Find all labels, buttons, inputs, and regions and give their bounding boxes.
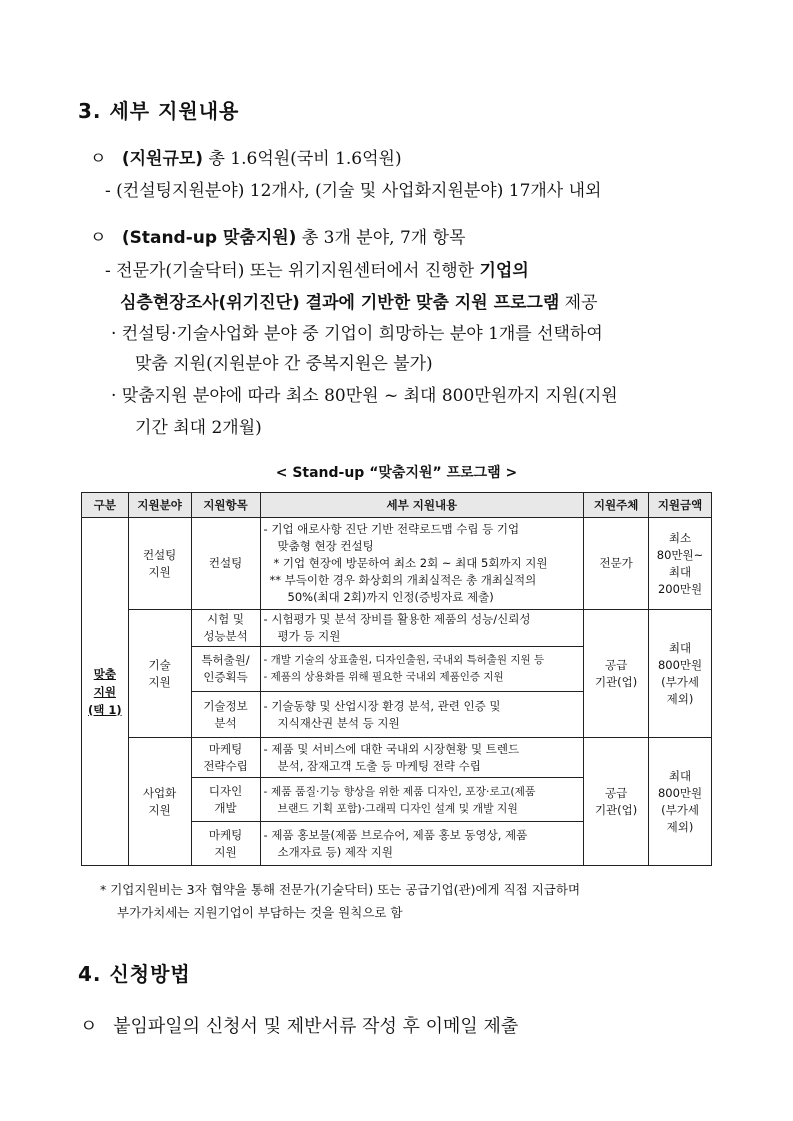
group-label: 맞춤 지원 (택 1) xyxy=(88,666,122,717)
detail-line: - 제품 및 서비스에 대한 국내외 시장현황 및 트렌드 xyxy=(263,741,520,756)
detail-line: - 제품의 상용화를 위해 필요한 국내외 제품인증 지원 xyxy=(263,671,504,683)
item-tech-test: 시험 및 성능분석 xyxy=(191,610,260,647)
detail-tech-test xyxy=(260,610,584,647)
standup-heading: (Stand-up 맞춤지원) xyxy=(121,228,297,248)
header-item: 지원항목 xyxy=(191,493,260,518)
item-biz-marketing: 마케팅 지원 xyxy=(191,822,260,866)
detail-line: 분석, 잠재고객 도출 등 마케팅 전략 수립 xyxy=(277,758,481,773)
detail-line: - 제품 홍보물(제품 브로슈어, 제품 홍보 동영상, 제품 xyxy=(263,827,528,842)
detail-line: 브랜드 기획 포함)·그래픽 디자인 설계 및 개발 지원 xyxy=(277,801,518,815)
scale-line xyxy=(90,144,402,169)
detail-consulting xyxy=(260,518,584,610)
detail-line: - 제품 품질·기능 향상을 위한 제품 디자인, 포장·로고(제품 xyxy=(263,784,536,798)
dot2-line2: 기간 최대 2개월) xyxy=(135,418,262,438)
table-row xyxy=(82,518,712,610)
detail-line: * 기업 현장에 방문하여 최소 2회 ~ 최대 5회까지 지원 xyxy=(273,556,548,570)
item-biz-strategy: 마케팅 전략수립 xyxy=(191,738,260,778)
field-tech: 기술 지원 xyxy=(128,610,191,738)
standup-text: 총 3개 분야, 7개 항목 xyxy=(296,228,466,248)
item-biz-design: 디자인 개발 xyxy=(191,778,260,822)
agent-consulting: 전문가 xyxy=(584,518,649,610)
detail-tech-info xyxy=(260,692,584,738)
detail-line: 소개자료 등) 제작 지원 xyxy=(277,844,393,859)
dot1-line1: · 컨설팅·기술사업화 분야 중 기업이 희망하는 분야 1개를 선택하여 xyxy=(111,324,603,344)
scale-bullet: ㅇ xyxy=(90,149,107,169)
support-program-table xyxy=(81,492,712,866)
standup-sub1-c: 심층현장조사(위기진단) 결과에 기반한 맞춤 지원 프로그램 xyxy=(120,293,560,313)
group-cell xyxy=(82,518,129,866)
amount-consulting: 최소 80만원~ 최대 200만원 xyxy=(649,518,712,610)
apply-bullet: ㅇ xyxy=(80,1016,98,1037)
header-field: 지원분야 xyxy=(128,493,191,518)
table-row xyxy=(82,610,712,647)
amount-biz: 최대 800만원 (부가세 제외) xyxy=(649,738,712,866)
header-agent: 지원주체 xyxy=(584,493,649,518)
item-tech-info: 기술정보 분석 xyxy=(191,692,260,738)
scale-subline: - (컨설팅지원분야) 12개사, (기술 및 사업화지원분야) 17개사 내외 xyxy=(105,181,602,201)
detail-tech-patent xyxy=(260,647,584,692)
standup-sub1 xyxy=(105,256,529,281)
header-detail: 세부 지원내용 xyxy=(260,493,584,518)
detail-line: - 개발 기술의 상표출원, 디자인출원, 국내외 특허출원 지원 등 xyxy=(263,654,545,666)
detail-line: 지식재산권 분석 등 지원 xyxy=(277,715,400,730)
detail-line: 50%(최대 2회)까지 인정(증빙자료 제출) xyxy=(287,590,494,604)
dot1-line2: 맞춤 지원(지원분야 간 중복지원은 불가) xyxy=(135,354,433,374)
standup-sub1-d: 제공 xyxy=(559,293,598,313)
detail-line: - 시험평가 및 분석 장비를 활용한 제품의 성능/신뢰성 xyxy=(263,612,531,626)
scale-heading: (지원규모) xyxy=(121,149,204,169)
standup-sub1-a: - 전문가(기술닥터) 또는 위기지원센터에서 진행한 xyxy=(105,261,480,281)
detail-line: 평가 등 지원 xyxy=(277,629,341,643)
agent-biz: 공급 기관(업) xyxy=(584,738,649,866)
dot2-line1: · 맞춤지원 분야에 따라 최소 80만원 ~ 최대 800만원까지 지원(지원 xyxy=(111,386,618,406)
apply-text: 붙임파일의 신청서 및 제반서류 작성 후 이메일 제출 xyxy=(113,1016,519,1037)
field-biz: 사업화 지원 xyxy=(128,738,191,866)
table-caption: < Stand-up “맞춤지원” 프로그램 > xyxy=(275,465,518,481)
header-category: 구분 xyxy=(82,493,129,518)
standup-bullet: ㅇ xyxy=(90,228,107,248)
section-3-title: 3. 세부 지원내용 xyxy=(78,99,240,123)
standup-line xyxy=(90,223,465,248)
standup-sub1-line2 xyxy=(120,288,598,313)
standup-sub1-b: 기업의 xyxy=(479,261,529,281)
detail-line: - 기술동향 및 산업시장 환경 분석, 관련 인증 및 xyxy=(263,698,501,713)
item-tech-patent: 특허출원/ 인증획득 xyxy=(191,647,260,692)
table-row xyxy=(82,738,712,778)
amount-tech: 최대 800만원 (부가세 제외) xyxy=(649,610,712,738)
detail-line: ** 부득이한 경우 화상회의 개최실적은 총 개최실적의 xyxy=(269,573,537,587)
item-consulting: 컨설팅 xyxy=(191,518,260,610)
scale-text: 총 1.6억원(국비 1.6억원) xyxy=(203,149,402,169)
table-note-line2: 부가가치세는 지원기업이 부담하는 것을 원칙으로 함 xyxy=(117,905,403,920)
section-4-title: 4. 신청방법 xyxy=(78,962,191,986)
detail-line: 맞춤형 현장 컨설팅 xyxy=(277,539,374,553)
detail-biz-marketing xyxy=(260,822,584,866)
detail-biz-design xyxy=(260,778,584,822)
field-consulting: 컨설팅 지원 xyxy=(128,518,191,610)
table-note-line1: * 기업지원비는 3자 협약을 통해 전문가(기술닥터) 또는 공급기업(관)에게 직접 지급하며 xyxy=(100,882,581,897)
detail-biz-strategy xyxy=(260,738,584,778)
header-amount: 지원금액 xyxy=(649,493,712,518)
agent-tech: 공급 기관(업) xyxy=(584,610,649,738)
apply-line xyxy=(80,1012,518,1038)
detail-line: - 기업 애로사항 진단 기반 전략로드맵 수립 등 기업 xyxy=(263,522,520,536)
table-header-row xyxy=(82,493,712,518)
